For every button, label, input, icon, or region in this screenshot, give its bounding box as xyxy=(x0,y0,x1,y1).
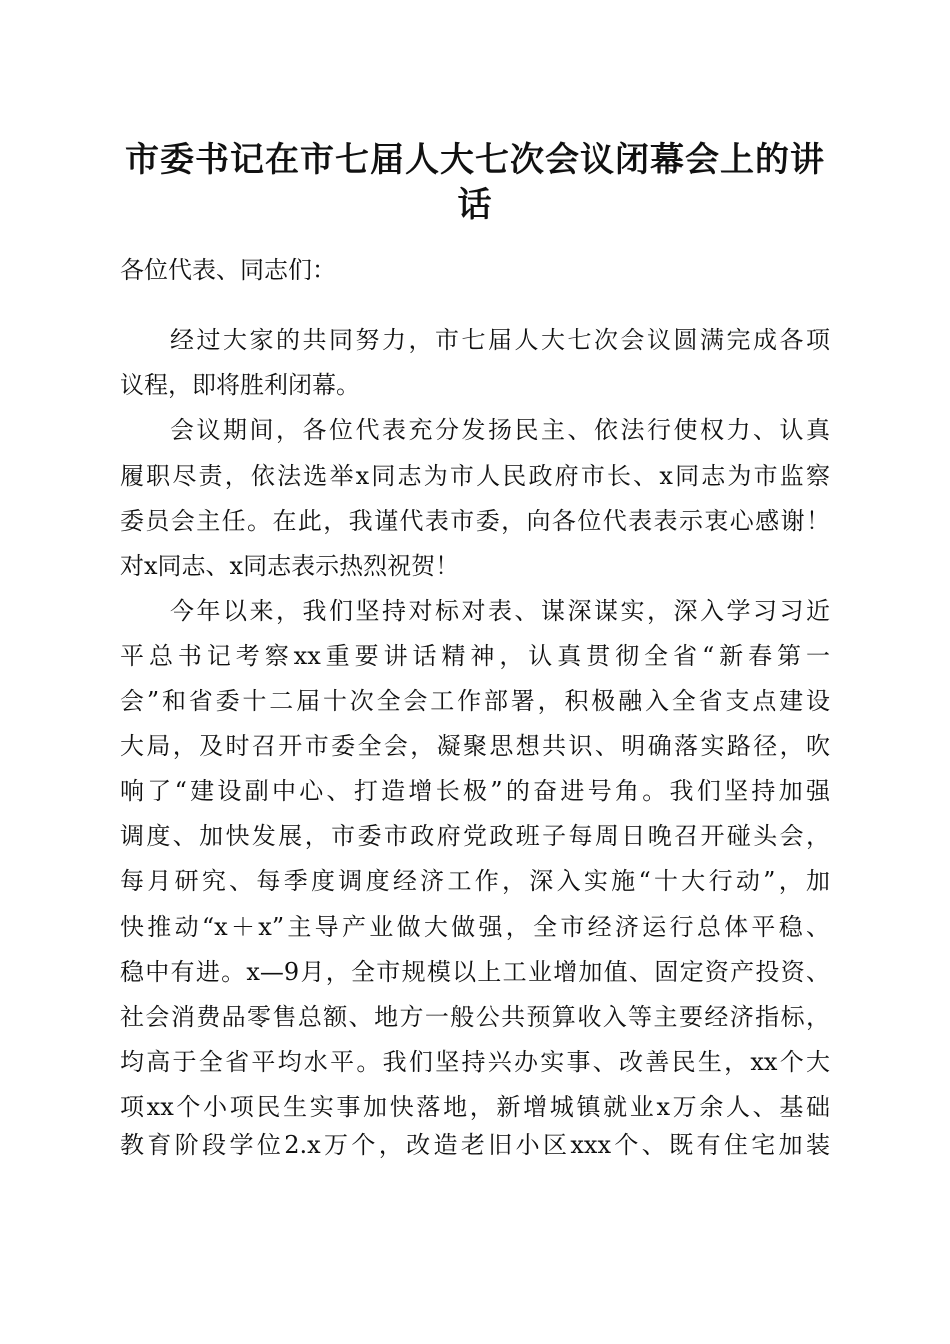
text-line: 大局，及时召开市委全会，凝聚思想共识、明确落实路径，吹 xyxy=(120,732,830,760)
text-line: 稳中有进。x—9月，全市规模以上工业增加值、固定资产投资、 xyxy=(120,958,830,986)
text-line: 调度、加快发展，市委市政府党政班子每周日晚召开碰头会， xyxy=(120,822,830,850)
text-line: 均高于全省平均水平。我们坚持兴办实事、改善民生，xx个大 xyxy=(120,1048,830,1076)
text-line: 履职尽责，依法选举x同志为市人民政府市长、x同志为市监察 xyxy=(120,462,830,490)
text-line: 会”和省委十二届十次全会工作部署，积极融入全省支点建设 xyxy=(120,687,830,715)
text-line: 教育阶段学位2.x万个，改造老旧小区xxx个、既有住宅加装 xyxy=(120,1131,830,1159)
salutation: 各位代表、同志们： xyxy=(120,256,336,284)
text-line: 经过大家的共同努力，市七届人大七次会议圆满完成各项 xyxy=(170,326,830,354)
text-line: 对x同志、x同志表示热烈祝贺！ xyxy=(120,552,460,580)
document-title-line-1: 市委书记在市七届人大七次会议闭幕会上的讲 xyxy=(125,140,825,180)
text-line: 快推动“x＋x”主导产业做大做强，全市经济运行总体平稳、 xyxy=(120,913,830,941)
text-line: 会议期间，各位代表充分发扬民主、依法行使权力、认真 xyxy=(170,416,830,444)
text-line: 项xx个小项民生实事加快落地，新增城镇就业x万余人、基础 xyxy=(120,1093,830,1121)
text-line: 每月研究、每季度调度经济工作，深入实施“十大行动”，加 xyxy=(120,867,830,895)
text-line: 平总书记考察xx重要讲话精神，认真贯彻全省“新春第一 xyxy=(120,642,830,670)
document-title-line-2: 话 xyxy=(457,185,493,225)
text-line: 委员会主任。在此，我谨代表市委，向各位代表表示衷心感谢！ xyxy=(120,507,830,535)
text-line: 响了“建设副中心、打造增长极”的奋进号角。我们坚持加强 xyxy=(120,777,830,805)
text-line: 今年以来，我们坚持对标对表、谋深谋实，深入学习习近 xyxy=(170,597,830,625)
text-line: 议程，即将胜利闭幕。 xyxy=(120,371,360,399)
text-line: 社会消费品零售总额、地方一般公共预算收入等主要经济指标， xyxy=(120,1003,830,1031)
